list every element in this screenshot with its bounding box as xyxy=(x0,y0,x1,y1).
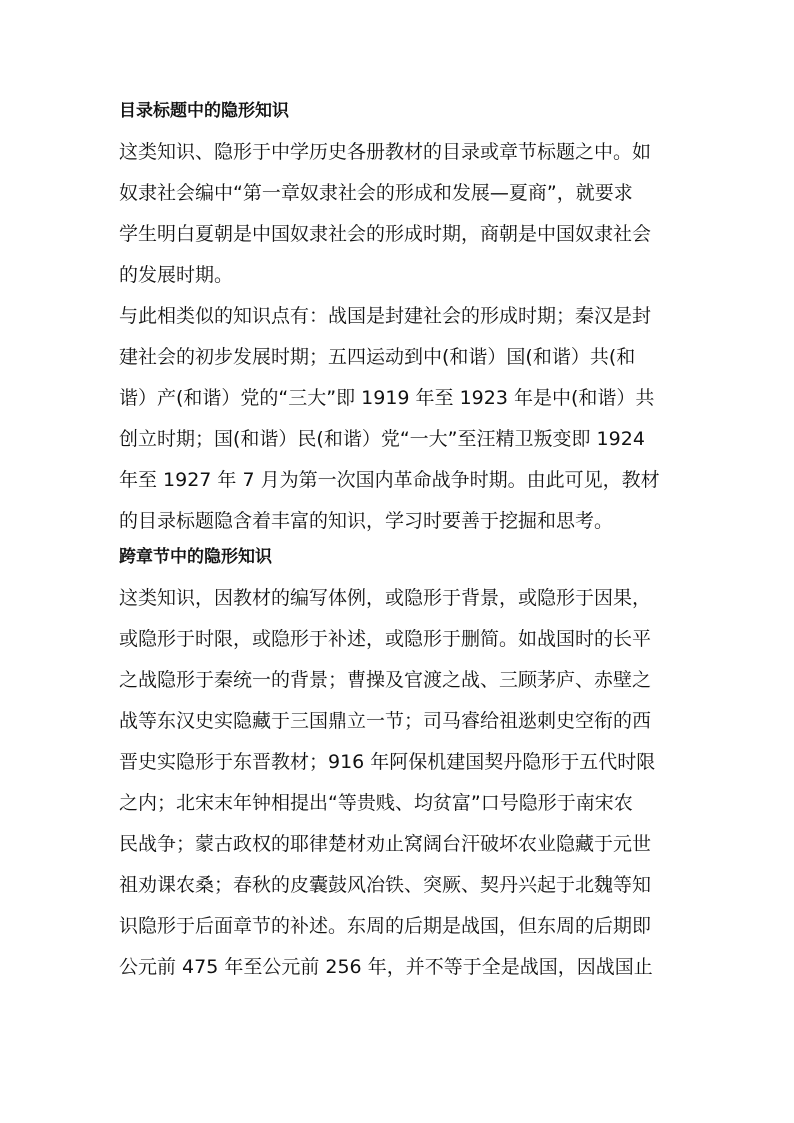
paragraph-cross-chapter: 这类知识，因教材的编写体例，或隐形于背景，或隐形于因果， 或隐形于时限，或隐形于补述，或隐形于删简。如战国时的长平 之战隐形于秦统一的背景；曹操及官渡之战、三顾茅庐、赤壁之 战等东汉史实隐藏于三国鼎立一节；司马睿给祖逖刺史空衔的西 晋史实隐形于东晋教材；916 年阿保机建国契丹隐形于五代时限 之内；北宋末年钟相提出“等贵贱、均贫富”口号隐形于南宋农 民战争；蒙古政权的耶律楚材劝止窝阔台汗破坏农业隐藏于元世 祖劝课农桑；春秋的皮囊鼓风冶铁、突厥、契丹兴起于北魏等知 识隐形于后面章节的补述。东周的后期是战国，但东周的后期即 公元前 475 年至公元前 256 年，并不等于全是战国，因战国止 xyxy=(119,587,656,978)
paragraph-similar-points: 与此相类似的知识点有：战国是封建社会的形成时期；秦汉是封 建社会的初步发展时期；五四运动到中(和谐）国(和谐）共(和 谐）产(和谐）党的“三大”即 1919 年至 1923 年是中(和谐）共 创立时期；国(和谐）民(和谐）党“一大”至汪精卫叛变即 1924 年至 1927 年 7 月为第一次国内革命战争时期。由此可见，教材 的目录标题隐含着丰富的知识，学习时要善于挖掘和思考。 xyxy=(119,305,660,532)
document-body xyxy=(119,100,679,988)
section-heading-cross-chapter: 跨章节中的隐形知识 xyxy=(119,547,272,567)
paragraph-directory-intro: 这类知识、隐形于中学历史各册教材的目录或章节标题之中。如 奴隶社会编中“第一章奴隶社会的形成和发展—夏商”，就要求 学生明白夏朝是中国奴隶社会的形成时期，商朝是中国奴隶社会 的发展时期。 xyxy=(119,141,652,286)
section-heading-directory-titles: 目录标题中的隐形知识 xyxy=(119,101,289,121)
